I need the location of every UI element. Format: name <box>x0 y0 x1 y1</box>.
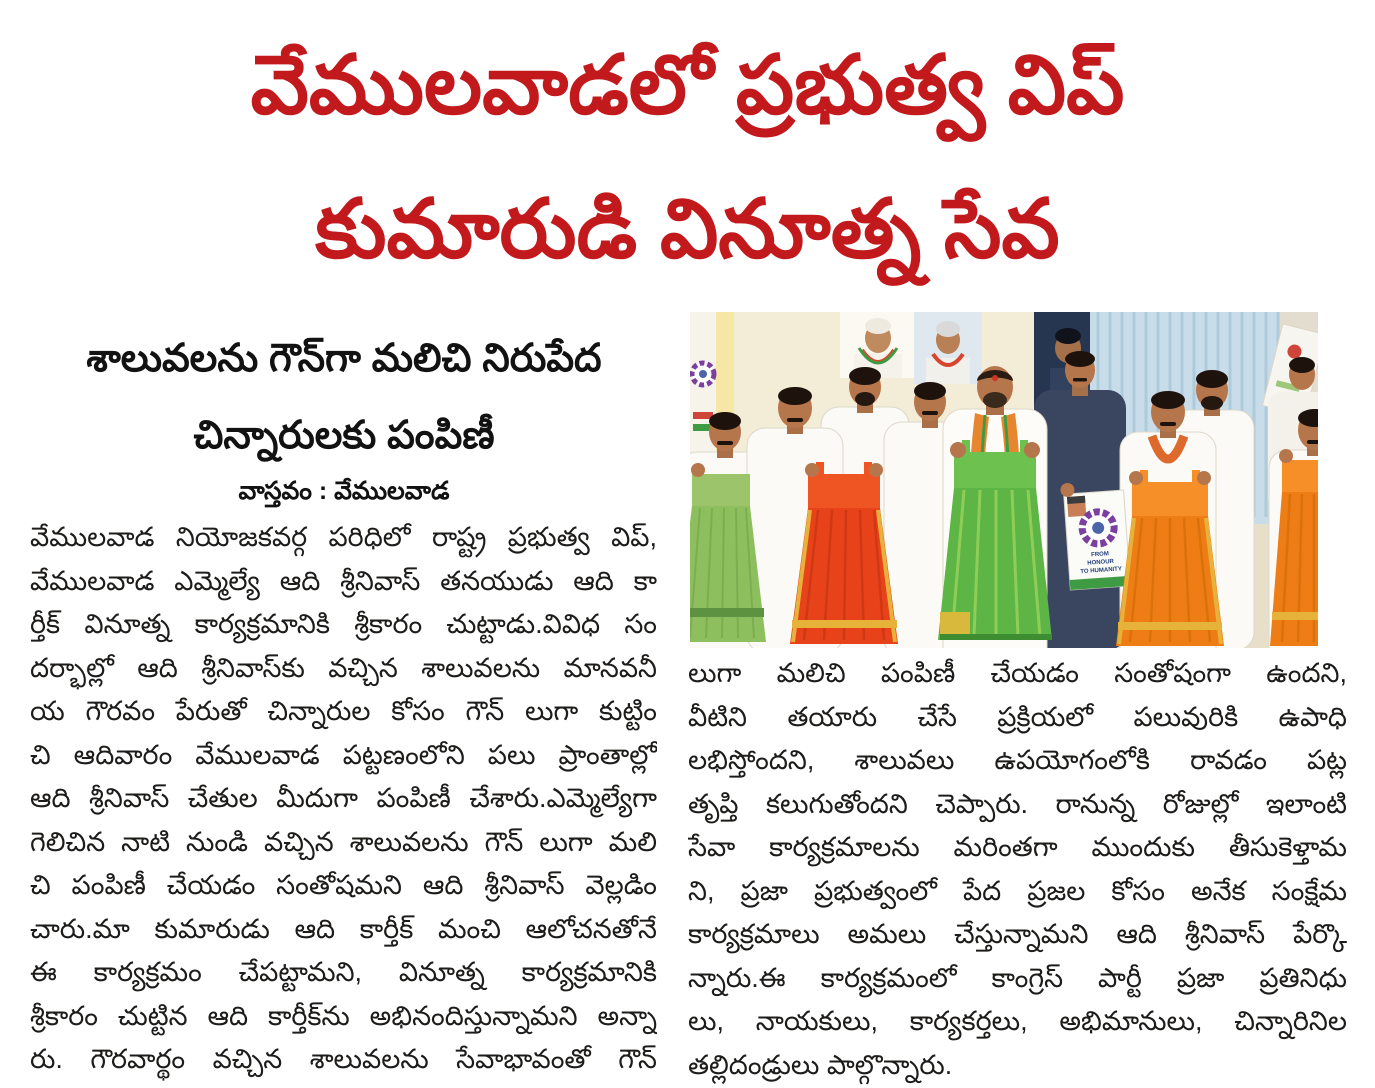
photo-banner-portrait-2 <box>914 312 982 384</box>
body-line: సేవా కార్యక్రమాలను మరింతగా ముందుకు తీసుకెళ్తామ <box>688 832 1347 862</box>
body-line: లుగా మలిచి పంపిణీ చేయడం సంతోషంగా ఉందని, <box>688 658 1347 688</box>
photo-flyer <box>1060 479 1130 590</box>
body-line: ఈ కార్యక్రమం చేపట్టామని, వినూత్న కార్యక్రమానికి <box>30 957 657 987</box>
body-line: న్నారు.ఈ కార్యక్రమంలో కాంగ్రెస్ పార్టీ ప్రజా ప్రతినిధు <box>688 962 1347 993</box>
body-line: గెలిచిన నాటి నుండి వచ్చిన శాలువలను గౌన్ లుగా మలి <box>30 826 657 857</box>
photo-tilak <box>992 375 998 381</box>
body-line: తల్లిదండ్రులు పాల్గొన్నారు. <box>688 1049 953 1080</box>
headline-line-2: కుమారుడి వినూత్న సేవ <box>315 184 1060 275</box>
body-line: తృప్తి కలుగుతోందని చెప్పారు. రానున్న రోజుల్లో ఇలాంటి <box>688 788 1347 819</box>
photo-gown-orange <box>1116 470 1224 646</box>
body-line: ఆది శ్రీనివాస్ చేతుల మీదుగా పంపిణీ చేశారు.ఎమ్మెల్యేగా <box>30 783 657 813</box>
dateline: వాస్తవం : వేములవాడ <box>238 477 450 505</box>
headline-line-1: వేములవాడలో ప్రభుత్వ విప్ <box>250 40 1125 131</box>
body-line: య గౌరవం పేరుతో చిన్నారుల కోసం గౌన్ లుగా కుట్టిం <box>30 696 657 726</box>
right-column-body <box>688 652 1347 1086</box>
body-line: చి ఆదివారం వేములవాడ పట్టణంలోని పలు ప్రాంతాల్లో <box>30 739 657 770</box>
body-line: చి పంపిణీ చేయడం సంతోషమని ఆది శ్రీనివాస్ వెల్లడిం <box>30 870 657 900</box>
subheadline-line-1: శాలువలను గౌన్‌గా మలిచి నిరుపేద <box>86 337 602 380</box>
subheadline <box>8 320 680 474</box>
body-line: చారు.మా కుమారుడు ఆది కార్తీక్ మంచి ఆలోచనతోనే <box>30 913 657 944</box>
photo-flyer-text-3: TO HUMANITY <box>1080 566 1123 576</box>
photo-flyer-text-1: FROM <box>1091 551 1110 559</box>
body-line: వీటిని తయారు చేసే ప్రక్రియలో పలువురికి ఉపాధి <box>688 701 1347 732</box>
body-line: కార్యక్రమాలు అమలు చేస్తున్నామని ఆది శ్రీనివాస్ పేర్కొ <box>688 919 1347 949</box>
body-line: వేములవాడ ఎమ్మెల్యే ఆది శ్రీనివాస్ తనయుడు ఆది కా <box>30 565 657 596</box>
news-photo <box>690 312 1318 648</box>
body-line: వేములవాడ నియోజకవర్గ పరిధిలో రాష్ట్ర ప్రభుత్వ విప్, <box>30 522 657 552</box>
photo-flyer-text-2: HONOUR <box>1087 558 1115 567</box>
headline <box>0 14 1375 302</box>
news-photo-illustration <box>690 312 1318 648</box>
subheadline-line-2: చిన్నారులకు పంపిణీ <box>193 414 495 457</box>
body-line: రు. గౌరవార్థం వచ్చిన శాలువలను సేవాభావంతో గౌన్ <box>30 1044 657 1074</box>
photo-banner-portrait-1 <box>840 312 916 378</box>
body-line: ర్తీక్ వినూత్న కార్యక్రమానికి శ్రీకారం చుట్టాడు.వివిధ సం <box>30 609 657 639</box>
body-line: లభిస్తోందని, శాలువలు ఉపయోగంలోకి రావడం పట్ల <box>688 745 1347 775</box>
body-line: ని, ప్రజా ప్రభుత్వంలో పేద ప్రజల కోసం అనేక సంక్షేమ <box>688 875 1347 906</box>
body-line: దర్భాల్లో ఆది శ్రీనివాస్‌కు వచ్చిన శాలువలను మానవనీ <box>30 652 657 683</box>
body-line: శ్రీకారం చుట్టిన ఆది కార్తీక్‌ను అభినందిస్తున్నామని అన్నా <box>30 1000 657 1031</box>
left-column-body <box>30 516 657 1084</box>
body-line: లు, నాయకులు, కార్యకర్తలు, అభిమానులు, చిన్నారినిల <box>688 1006 1347 1036</box>
photo-gown-green-center <box>938 440 1052 640</box>
